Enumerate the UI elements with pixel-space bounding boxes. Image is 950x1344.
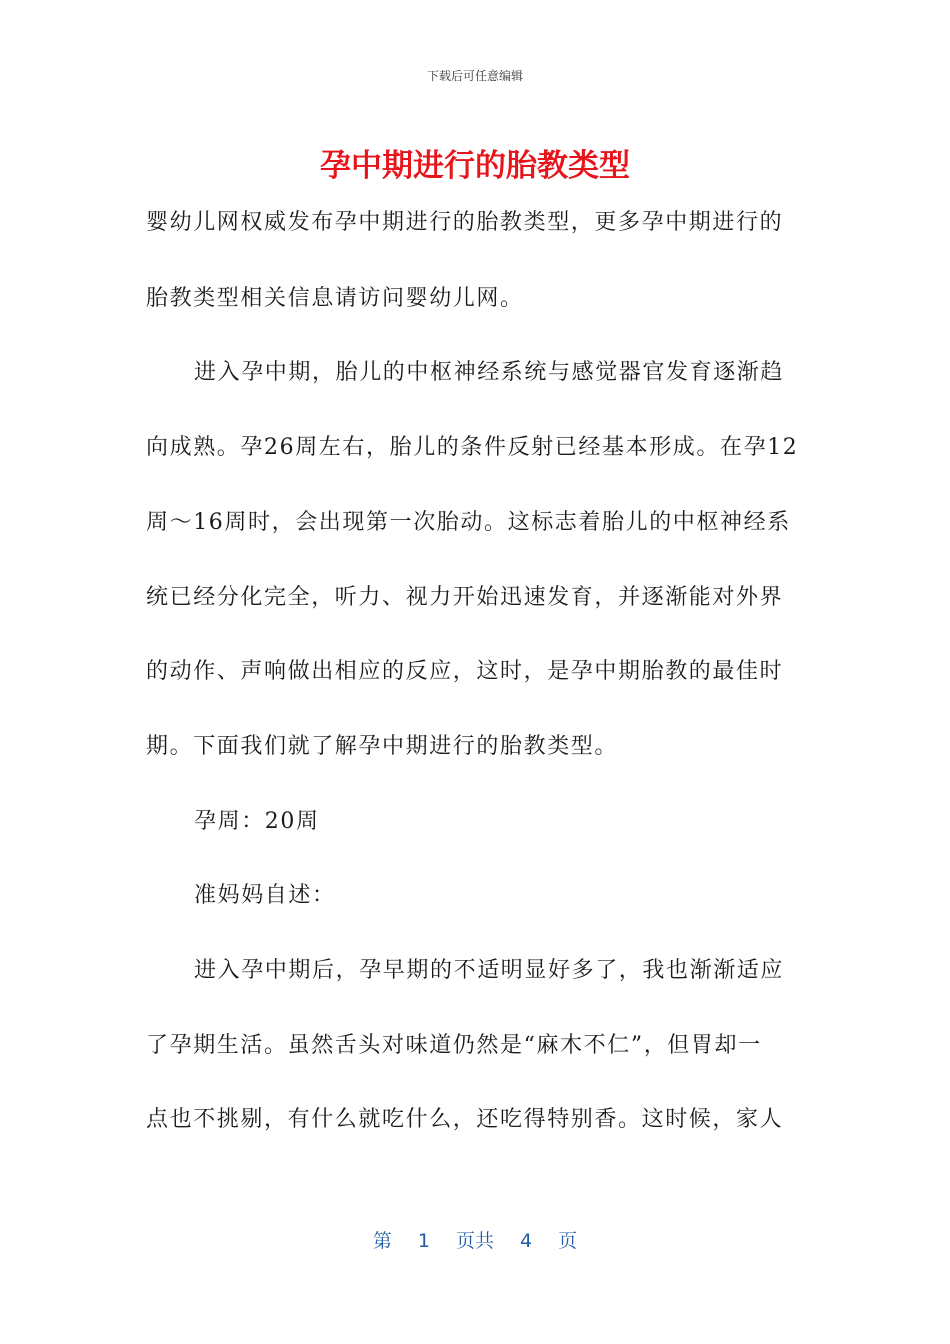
paragraph-line: 进入孕中期后，孕早期的不适明显好多了，我也渐渐适应: [194, 958, 785, 983]
paragraph-line: 统已经分化完全，听力、视力开始迅速发育，并逐渐能对外界: [146, 585, 784, 610]
paragraph-line: 胎教类型相关信息请访问婴幼儿网。: [146, 286, 524, 311]
page-footer: [0, 1226, 950, 1253]
document-title: 孕中期进行的胎教类型: [320, 148, 630, 184]
paragraph-line: 婴幼儿网权威发布孕中期进行的胎教类型，更多孕中期进行的: [146, 210, 784, 235]
paragraph-line: 的动作、声响做出相应的反应，这时，是孕中期胎教的最佳时: [146, 659, 784, 684]
header-note: 下载后可任意编辑: [426, 69, 523, 83]
paragraph-line: 孕周：20周: [194, 809, 320, 834]
footer-page-number: 1: [417, 1230, 430, 1252]
paragraph-line: 准妈妈自述：: [194, 883, 336, 908]
paragraph-line: 进入孕中期，胎儿的中枢神经系统与感觉器官发育逐渐趋: [194, 360, 785, 385]
paragraph-line: 周～16周时，会出现第一次胎动。这标志着胎儿的中枢神经系: [146, 510, 791, 535]
footer-suffix: 页: [558, 1230, 578, 1252]
footer-prefix: 第: [372, 1230, 392, 1252]
paragraph-line: 期。下面我们就了解孕中期进行的胎教类型。: [146, 734, 619, 759]
footer-total-pages: 4: [520, 1230, 533, 1252]
paragraph-line: 点也不挑剔，有什么就吃什么，还吃得特别香。这时候，家人: [146, 1107, 784, 1132]
paragraph-line: 向成熟。孕26周左右，胎儿的条件反射已经基本形成。在孕12: [146, 435, 799, 460]
footer-middle: 页共: [455, 1230, 494, 1252]
paragraph-line: 了孕期生活。虽然舌头对味道仍然是“麻木不仁”，但胃却一: [146, 1033, 762, 1058]
